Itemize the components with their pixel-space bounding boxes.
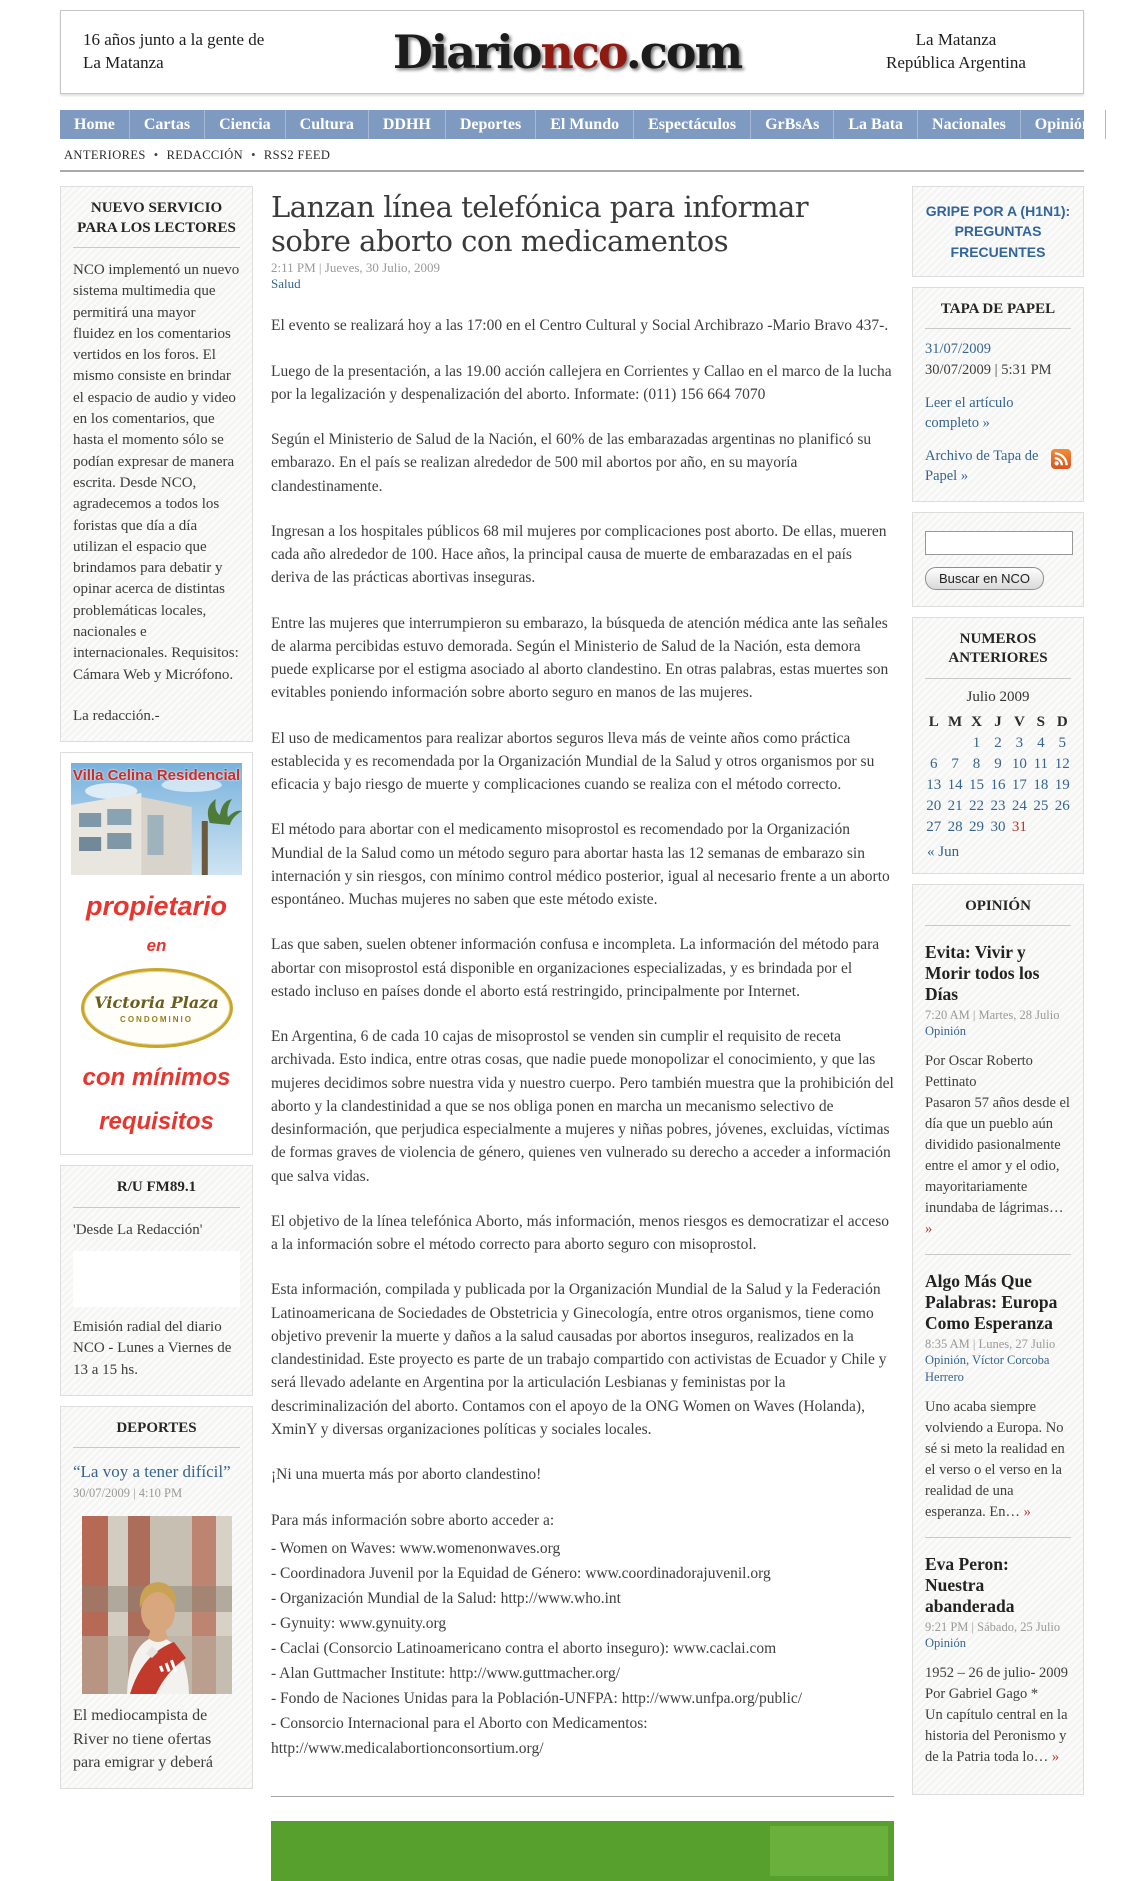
calendar-day[interactable]: 13	[926, 776, 942, 793]
villa-celina-ad[interactable]	[60, 752, 253, 1155]
link-line: http://www.medicalabortionconsortium.org/	[271, 1740, 544, 1758]
green-ad-banner-image	[770, 1826, 888, 1876]
tapa-de-papel-box	[912, 287, 1084, 502]
subnav-rss2-feed[interactable]: RSS2 FEED	[263, 148, 331, 162]
article-meta: 2:11 PM | Jueves, 30 Julio, 2009	[271, 260, 440, 276]
service-box-signature: La redacción.-	[73, 707, 160, 724]
article-paragraph: ¡Ni una muerta más por aborto clandestino!	[271, 1466, 542, 1484]
opinion-article-title[interactable]: Algo Más Que Palabras: Europa Como Esperanza	[925, 1271, 1058, 1334]
right-sidebar	[912, 186, 1084, 1805]
divider	[925, 925, 1071, 926]
link-line: - Women on Waves: www.womenonwaves.org	[271, 1539, 561, 1557]
search-box	[912, 512, 1084, 607]
calendar-day[interactable]: 11	[1033, 755, 1049, 772]
calendar-day[interactable]: 29	[969, 818, 985, 835]
calendar-day[interactable]: 10	[1011, 755, 1027, 772]
article-paragraph: Según el Ministerio de Salud de la Nación, el 60% de las embarazadas argentinas no planificó su embarazo. En el país se realizan alrededor de 500 mil abortos por año, en su mayoría clandestinamente.	[271, 431, 872, 495]
calendar-day[interactable]: 12	[1054, 755, 1070, 772]
article-paragraph: Las que saben, suelen obtener información confusa e incompleta. La información del método para abortar con misoprostol está disponible en organizaciones especializadas, y es brindada por el estado incluso en países donde el aborto está restringido, principalmente por Internet.	[271, 936, 880, 1000]
links-intro: Para más información sobre aborto acceder a:	[271, 1512, 555, 1530]
tapa-archive-link[interactable]: Archivo de Tapa de Papel »	[925, 448, 1039, 484]
day-header: S	[1036, 713, 1045, 730]
opinion-article-title[interactable]: Eva Peron: Nuestra abanderada	[925, 1554, 1015, 1617]
article-category	[271, 276, 894, 292]
calendar-day[interactable]: 24	[1011, 797, 1027, 814]
link-line: - Coordinadora Juvenil por la Equidad de Género: www.coordinadorajuvenil.org	[271, 1564, 771, 1582]
site-tagline: 16 años junto a la gente de La Matanza	[83, 30, 265, 72]
left-sidebar	[60, 186, 253, 1799]
calendar-day[interactable]: 7	[951, 755, 959, 772]
article-title: Lanzan línea telefónica para informar sobre aborto con medicamentos	[271, 190, 809, 259]
article-paragraph: El objetivo de la línea telefónica Aborto, más información, menos riesgos es democratizar el acceso a la información sobre el método correcto para aborto seguro con misoprostol.	[271, 1212, 890, 1254]
site-location	[851, 29, 1061, 75]
article-column	[265, 186, 900, 1881]
calendar-week	[923, 796, 1073, 817]
logo-part-diario: Diario	[392, 25, 541, 79]
flu-link[interactable]: GRIPE POR A (H1N1): PREGUNTAS FRECUENTES	[925, 203, 1071, 260]
category-link-opinion[interactable]: Opinión	[925, 1636, 966, 1651]
article-paragraph: Ingresan a los hospitales públicos 68 mil mujeres por complicaciones post aborto. De ellas, mueren cada año alrededor de 100. Hace años, la principal causa de muerte de embarazadas en el país deriva de las prácticas abortivas inseguras.	[271, 522, 887, 587]
new-service-box	[60, 186, 253, 742]
empty-day	[923, 733, 944, 754]
logo-part-com: .com	[625, 25, 742, 79]
opinion-article-category	[925, 1635, 1071, 1651]
masthead	[60, 10, 1084, 94]
calendar-prev-month	[923, 844, 1073, 861]
service-box-body	[61, 258, 252, 741]
search-input[interactable]	[925, 531, 1073, 555]
calendar-day[interactable]: 19	[1054, 776, 1070, 793]
tapa-box-body	[913, 339, 1083, 500]
calendar-day[interactable]: 20	[926, 797, 942, 814]
calendar-table	[923, 712, 1073, 838]
radio-quote: 'Desde La Redacción'	[73, 1221, 203, 1238]
teaser-line: 1952 – 26 de julio- 2009	[925, 1665, 1068, 1682]
tapa-box-title: TAPA DE PAPEL	[940, 300, 1056, 317]
divider	[925, 678, 1071, 679]
more-info-links	[271, 1508, 894, 1761]
opinion-article	[925, 936, 1071, 1254]
teaser-line: Uno acaba siempre volviendo a Europa. No sé si meto la realidad en el verso o el verso en la realidad de una esperanza. En…	[925, 1398, 1065, 1520]
link-line: - Caclai (Consorcio Latinoamericano contra el aborto inseguro): www.caclai.com	[271, 1639, 777, 1657]
ad-photo-caption: Villa Celina Residencial	[72, 767, 241, 785]
rss-icon[interactable]	[1051, 449, 1071, 469]
nav-item-espectaculos[interactable]: Espectáculos	[634, 110, 751, 139]
divider	[73, 1447, 240, 1448]
calendar-day[interactable]: 1	[972, 734, 981, 751]
location-line1: La Matanza	[915, 30, 997, 50]
link-line: - Organización Mundial de la Salud: http://www.who.int	[271, 1589, 621, 1607]
teaser-line: Por Oscar Roberto Pettinato	[925, 1053, 1033, 1091]
sports-headline-link[interactable]: “La voy a tener difícil”	[73, 1462, 231, 1482]
opinion-article	[925, 1254, 1071, 1537]
main-nav	[60, 110, 1091, 139]
article-paragraph: El método para abortar con el medicamento misoprostol es recomendado por la Organización Mundial de la Salud como un método seguro para abortar hasta las 12 semanas de embarazo sin internación y sin riesgos, con mínimo control médico posterior, igual al necesario frente a un aborto espontáneo. Muchas mujeres no saben que este método existe.	[271, 821, 890, 909]
river-player-photo	[82, 1516, 232, 1694]
calendar-day[interactable]: 17	[1011, 776, 1027, 793]
read-more-arrow[interactable]: »	[1023, 1504, 1031, 1520]
sub-nav	[60, 148, 1084, 163]
sports-box-title: DEPORTES	[116, 1419, 197, 1436]
opinion-article-teaser	[925, 1051, 1071, 1240]
service-box-text: NCO implementó un nuevo sistema multimedia que permitirá una mayor fluidez en los comentarios vertidos en los foros. El mismo consiste en brindar el espacio de audio y video en los comentarios, que hasta el momento sólo se podían expresar de manera escrita. Desde NCO, agradecemos a todos los foristas que día a día utilizan el espacio que brindamos para debatir y opinar acerca de distintas problemáticas locales, nacionales e internacionales. Requisitos: Cámara Web y Micrófono.	[73, 262, 240, 683]
sports-box	[60, 1406, 253, 1789]
calendar-day[interactable]: 18	[1033, 776, 1049, 793]
calendar-day[interactable]: 21	[947, 797, 963, 814]
opinion-article	[925, 1537, 1071, 1782]
calendar-day[interactable]: 9	[994, 755, 1002, 772]
calendar-day[interactable]: 15	[969, 776, 985, 793]
previous-issues-box	[912, 617, 1084, 874]
search-button[interactable]: Buscar en NCO	[925, 567, 1044, 590]
nav-item-cartas[interactable]: Cartas	[130, 110, 205, 139]
nav-item-ciencia[interactable]: Ciencia	[205, 110, 286, 139]
calendar-day[interactable]: 30	[990, 818, 1006, 835]
calendar	[913, 689, 1083, 873]
subnav-anteriores[interactable]: ANTERIORES	[64, 148, 146, 162]
ad-line-en: en	[146, 936, 167, 956]
calendar-day[interactable]: 5	[1058, 734, 1067, 751]
category-link-opinion[interactable]: Opinión	[925, 1024, 966, 1039]
ad-line-con-minimos: con mínimos	[82, 1064, 231, 1092]
nav-item-la-bata[interactable]: La Bata	[834, 110, 918, 139]
calendar-day[interactable]: 6	[929, 755, 938, 772]
flu-box	[912, 186, 1084, 277]
opinion-article-meta: 8:35 AM | Lunes, 27 Julio	[925, 1337, 1056, 1352]
victoria-plaza-sub: CONDOMINIO	[120, 1014, 193, 1024]
nav-item-nacionales[interactable]: Nacionales	[918, 110, 1021, 139]
ad-line-requisitos: requisitos	[99, 1108, 214, 1136]
article-paragraph: Esta información, compilada y publicada por la Organización Mundial de la Salud y la Federación Latinoamericana de Sociedades de Obstetricia y Ginecología, entre otros organismos, tiene como objetivo prevenir la muerte y daños a la salud causadas por abortos inseguros, realizados en la clandestinidad. Este proyecto es parte de un trabajo compartido con activistas de Ecuador y Chile y será llevado adelante en Argentina por la articulación Lesbianas y feministas por la descriminalización del aborto. Contamos con el apoyo de la ONG Women on Waves (Holanda), XminY y diversas organizaciones políticas y sociales locales.	[271, 1281, 887, 1438]
radio-box	[60, 1165, 253, 1396]
link-line: - Gynuity: www.gynuity.org	[271, 1614, 447, 1632]
day-header: D	[1056, 713, 1068, 730]
divider	[925, 328, 1071, 329]
nav-item-grbsas[interactable]: GrBsAs	[751, 110, 834, 139]
day-header: J	[994, 713, 1002, 730]
page	[60, 0, 1091, 1881]
calendar-day[interactable]: 27	[926, 818, 942, 835]
divider	[73, 1207, 240, 1208]
article-paragraph: El evento se realizará hoy a las 17:00 en el Centro Cultural y Social Archibrazo -Mario Bravo 437-.	[271, 317, 889, 335]
calendar-day-current[interactable]: 31	[1011, 818, 1027, 835]
empty-day	[1052, 817, 1073, 838]
nav-item-opinion[interactable]: Opinión	[1021, 110, 1106, 139]
nav-item-el-mundo[interactable]: El Mundo	[536, 110, 634, 139]
calendar-day[interactable]: 2	[994, 734, 1002, 751]
link-line: - Consorcio Internacional para el Aborto con Medicamentos:	[271, 1715, 648, 1733]
victoria-plaza-name: Victoria Plaza	[94, 992, 219, 1012]
calendar-day[interactable]: 14	[947, 776, 963, 793]
site-logo[interactable]	[393, 25, 741, 79]
radio-box-body	[61, 1218, 252, 1395]
nav-item-home[interactable]: Home	[60, 110, 130, 139]
header-divider	[60, 170, 1084, 172]
nav-item-deportes[interactable]: Deportes	[446, 110, 536, 139]
ad-line-propietario: propietario	[85, 891, 227, 922]
article-body	[271, 314, 894, 1761]
opinion-article-category	[925, 1023, 1071, 1039]
calendar-week	[923, 754, 1073, 775]
article-paragraph: Luego de la presentación, a las 19.00 acción callejera en Corrientes y Callao en el marco de la lucha por la legalización y despenalización del aborto. Informate: (011) 156 664 7070	[271, 362, 892, 403]
calendar-day[interactable]: 26	[1054, 797, 1070, 814]
link-line: - Alan Guttmacher Institute: http://www.guttmacher.org/	[271, 1665, 621, 1683]
calendar-week	[923, 775, 1073, 796]
divider	[73, 247, 240, 248]
opinion-box-title: OPINIÓN	[965, 897, 1031, 914]
location-line2: República Argentina	[886, 53, 1026, 72]
calendar-day[interactable]: 8	[972, 755, 981, 772]
nav-item-cultura[interactable]: Cultura	[286, 110, 369, 139]
read-more-arrow[interactable]: »	[925, 1221, 933, 1238]
article-paragraph: En Argentina, 6 de cada 10 cajas de misoprostol se venden sin cumplir el requisito de receta archivada. Esto indica, entre otras cosas, que nadie puede monopolizar el conocimiento, y que las mujeres decidimos sobre nuestra vida y nuestro cuerpo. Pero también muestra que la prohibición del aborto y la clandestinidad a que se nos obliga ponen en marcha un mecanismo selectivo de desinformación, que perjudica especialmente a mujeres y niñas pobres, jóvenes, excluidas, víctimas de formas graves de violencia de género, quienes ven vulnerado su derecho a acceder a información que salva vidas.	[271, 1028, 894, 1185]
sports-meta: 30/07/2009 | 4:10 PM	[73, 1485, 183, 1500]
calendar-day[interactable]: 16	[990, 776, 1006, 793]
opinion-article-category	[925, 1352, 1071, 1385]
sports-box-body	[61, 1458, 252, 1788]
opinion-article-meta: 9:21 PM | Sábado, 25 Julio	[925, 1620, 1061, 1635]
calendar-caption: Julio 2009	[966, 688, 1030, 705]
bullet-separator: •	[153, 148, 159, 162]
tapa-meta: 30/07/2009 | 5:31 PM	[925, 361, 1052, 378]
calendar-day-headers	[923, 712, 1073, 733]
day-header: V	[1013, 713, 1025, 730]
opinion-article-teaser	[925, 1663, 1071, 1768]
calendar-day[interactable]: 25	[1033, 797, 1049, 814]
article-paragraph: El uso de medicamentos para realizar abortos seguros lleva más de veinte años como práctica establecida y es recomendada por la Organización Mundial de la Salud y otros organismos por su eficacia y bajo riesgo de muerte y complicaciones cuando se realiza con el método correcto.	[271, 729, 875, 794]
tapa-date-link[interactable]: 31/07/2009	[925, 341, 992, 358]
prev-month-link[interactable]: « Jun	[927, 843, 960, 860]
category-link-salud[interactable]: Salud	[271, 276, 301, 292]
opinion-article-meta: 7:20 AM | Martes, 28 Julio	[925, 1008, 1060, 1023]
read-more-arrow[interactable]: »	[1051, 1749, 1060, 1766]
teaser-line: Por Gabriel Gago *	[925, 1686, 1039, 1703]
day-header: M	[948, 713, 963, 730]
empty-day	[944, 733, 965, 754]
tapa-read-link[interactable]: Leer el artículo completo »	[925, 395, 1014, 431]
day-header: X	[971, 713, 982, 730]
article-paragraph: Entre las mujeres que interrumpieron su embarazo, la búsqueda de atención médica ante las señales de alarma percibidas estuvo demorada. Según el Ministerio de Salud de la Nación, esta demora puede explicarse por el estigma asociado al aborto clandestino. En otras palabras, estas muertes son evitables poniendo información sobre aborto seguro en manos de las mujeres.	[271, 614, 889, 702]
calendar-week	[923, 817, 1073, 838]
green-ad-banner[interactable]	[271, 1821, 894, 1881]
nav-item-ddhh[interactable]: DDHH	[369, 110, 446, 139]
link-line: - Fondo de Naciones Unidas para la Población-UNFPA: http://www.unfpa.org/public/	[271, 1690, 803, 1708]
empty-day	[1030, 817, 1051, 838]
calendar-day[interactable]: 3	[1015, 734, 1024, 751]
opinion-article-title[interactable]: Evita: Vivir y Morir todos los Días	[925, 942, 1040, 1005]
ad-photo	[71, 763, 242, 875]
content-columns	[60, 186, 1084, 1881]
teaser-line: Pasaron 57 años desde el día que un pueblo aún dividido pasionalmente entre el amor y el odio, mayoritariamente inundaba de lágrimas…	[925, 1095, 1070, 1217]
bullet-separator: •	[251, 148, 256, 162]
opinion-article-teaser	[925, 1397, 1071, 1523]
service-box-title: NUEVO SERVICIO PARA LOS LECTORES	[77, 200, 236, 236]
calendar-day[interactable]: 23	[990, 797, 1006, 814]
radio-player-placeholder[interactable]	[73, 1251, 240, 1307]
logo-part-nco: nco	[540, 25, 626, 79]
radio-box-title: R/U FM89.1	[116, 1179, 197, 1196]
calendar-day[interactable]: 22	[969, 797, 985, 814]
category-link-opinion[interactable]: Opinión, Víctor Corcoba Herrero	[925, 1353, 1050, 1384]
opinion-box	[912, 884, 1084, 1796]
calendar-box-title: NUMEROS ANTERIORES	[948, 630, 1048, 667]
article-footer-divider	[271, 1796, 894, 1797]
tapa-archive-row	[925, 447, 1071, 486]
sports-teaser: El mediocampista de River no tiene ofertas para emigrar y deberá	[73, 1707, 213, 1771]
opinion-box-body	[913, 936, 1083, 1794]
subnav-redaccion[interactable]: REDACCIÓN	[166, 148, 244, 162]
teaser-line: Un capítulo central en la historia del Peronismo y de la Patria toda lo…	[925, 1707, 1068, 1766]
calendar-week	[923, 733, 1073, 754]
calendar-day[interactable]: 4	[1037, 734, 1045, 751]
day-header: L	[928, 713, 939, 730]
calendar-day[interactable]: 28	[947, 818, 963, 835]
radio-description: Emisión radial del diario NCO - Lunes a Viernes de 13 a 15 hs.	[73, 1319, 232, 1378]
victoria-plaza-logo	[81, 968, 233, 1048]
